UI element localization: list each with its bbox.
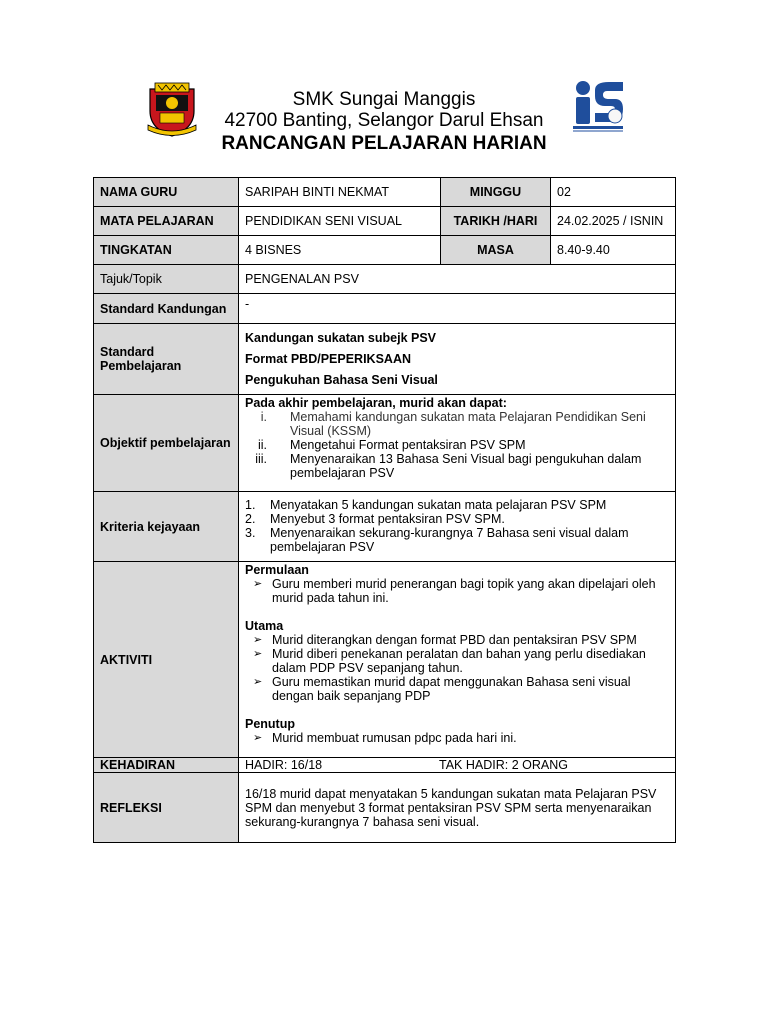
row-objektif <box>94 395 676 492</box>
standard-kandungan-label: Standard Kandungan <box>94 294 239 324</box>
standard-pembelajaran-label: Standard Pembelajaran <box>94 324 239 395</box>
kriteria-cell <box>239 492 676 562</box>
row-kehadiran <box>94 758 676 773</box>
masa-value: 8.40-9.40 <box>551 236 676 265</box>
standard-pembelajaran-cell <box>239 324 676 395</box>
row-tajuk <box>94 265 676 294</box>
arrow-bullet-icon: ➢ <box>253 676 263 688</box>
tajuk-label: Tajuk/Topik <box>94 265 239 294</box>
permulaan-list <box>245 577 669 605</box>
list-item: ➢ Guru memastikan murid dapat menggunakan Bahasa seni visual dengan baik sepanjang PDP <box>253 675 631 703</box>
arrow-bullet-icon: ➢ <box>253 634 263 646</box>
kehadiran-cell <box>239 758 676 773</box>
minggu-label: MINGGU <box>441 178 551 207</box>
nama-guru-label: NAMA GURU <box>94 178 239 207</box>
utama-list <box>245 633 669 703</box>
objektif-list <box>245 410 669 480</box>
document-header <box>0 78 768 168</box>
list-item: ➢ Murid membuat rumusan pdpc pada hari ini. <box>253 731 517 745</box>
standard-pembelajaran-item: Format PBD/PEPERIKSAAN <box>245 352 411 366</box>
mata-pelajaran-value: PENDIDIKAN SENI VISUAL <box>239 207 441 236</box>
tarikh-value: 24.02.2025 / ISNIN <box>551 207 676 236</box>
utama-title: Utama <box>245 619 284 633</box>
tak-hadir-value: TAK HADIR: 2 ORANG <box>439 758 568 772</box>
list-item: ➢ Murid diberi penekanan peralatan dan bahan yang perlu disediakan dalam PDP PSV sepanjang tahun. <box>253 647 646 675</box>
aktiviti-label: AKTIVITI <box>94 562 239 758</box>
masa-label: MASA <box>441 236 551 265</box>
objektif-cell <box>239 395 676 492</box>
list-item: ➢ Murid diterangkan dengan format PBD dan pentaksiran PSV SPM <box>253 633 637 647</box>
arrow-bullet-icon: ➢ <box>253 578 263 590</box>
tajuk-value: PENGENALAN PSV <box>239 265 676 294</box>
tarikh-label: TARIKH /HARI <box>441 207 551 236</box>
objektif-intro: Pada akhir pembelajaran, murid akan dapat: <box>245 396 507 410</box>
document-title: RANCANGAN PELAJARAN HARIAN <box>221 133 547 154</box>
nama-guru-value: SARIPAH BINTI NEKMAT <box>239 178 441 207</box>
row-aktiviti <box>94 562 676 758</box>
list-item: i. Memahami kandungan sukatan mata Pelajaran Pendidikan Seni Visual (KSSM) <box>260 410 646 438</box>
aktiviti-cell <box>239 562 676 758</box>
kehadiran-label: KEHADIRAN <box>94 758 239 773</box>
row-kriteria <box>94 492 676 562</box>
permulaan-title: Permulaan <box>245 563 309 577</box>
objektif-label: Objektif pembelajaran <box>94 395 239 492</box>
arrow-bullet-icon: ➢ <box>253 648 263 660</box>
row-standard-pembelajaran <box>94 324 676 395</box>
list-item: 3. Menyenaraikan sekurang-kurangnya 7 Bahasa seni visual dalam pembelajaran PSV <box>245 526 629 554</box>
row-tingkatan <box>94 236 676 265</box>
tingkatan-value: 4 BISNES <box>239 236 441 265</box>
mata-pelajaran-label: MATA PELAJARAN <box>94 207 239 236</box>
tingkatan-label: TINGKATAN <box>94 236 239 265</box>
lesson-plan-table <box>93 177 676 843</box>
kriteria-list <box>245 498 669 554</box>
penutup-title: Penutup <box>245 717 295 731</box>
row-standard-kandungan <box>94 294 676 324</box>
standard-pembelajaran-item: Pengukuhan Bahasa Seni Visual <box>245 373 438 387</box>
list-item: iii. Menyenaraikan 13 Bahasa Seni Visual bagi pengukuhan dalam pembelajaran PSV <box>255 452 642 480</box>
school-address: 42700 Banting, Selangor Darul Ehsan <box>224 110 544 131</box>
standard-pembelajaran-item: Kandungan sukatan subejk PSV <box>245 331 437 345</box>
row-refleksi <box>94 773 676 843</box>
penutup-list <box>245 731 669 745</box>
row-mata-pelajaran <box>94 207 676 236</box>
refleksi-label: REFLEKSI <box>94 773 239 843</box>
school-name: SMK Sungai Manggis <box>292 89 476 110</box>
list-item: 1. Menyatakan 5 kandungan sukatan mata pelajaran PSV SPM <box>245 498 607 512</box>
row-nama-guru <box>94 178 676 207</box>
list-item: ii. Mengetahui Format pentaksiran PSV SPM <box>257 438 526 452</box>
standard-kandungan-value: - <box>239 294 676 324</box>
minggu-value: 02 <box>551 178 676 207</box>
refleksi-text: 16/18 murid dapat menyatakan 5 kandungan sukatan mata Pelajaran PSV SPM dan menyebut 3 format pentaksiran PSV SPM serta menyenaraikan sekurang-kurangnya 7 bahasa seni visual. <box>239 773 676 843</box>
kriteria-label: Kriteria kejayaan <box>94 492 239 562</box>
list-item: ➢ Guru memberi murid penerangan bagi topik yang akan dipelajari oleh murid pada tahun ini. <box>253 577 656 605</box>
list-item: 2. Menyebut 3 format pentaksiran PSV SPM. <box>245 512 505 526</box>
hadir-value: HADIR: 16/18 <box>245 758 323 772</box>
arrow-bullet-icon: ➢ <box>253 732 263 744</box>
